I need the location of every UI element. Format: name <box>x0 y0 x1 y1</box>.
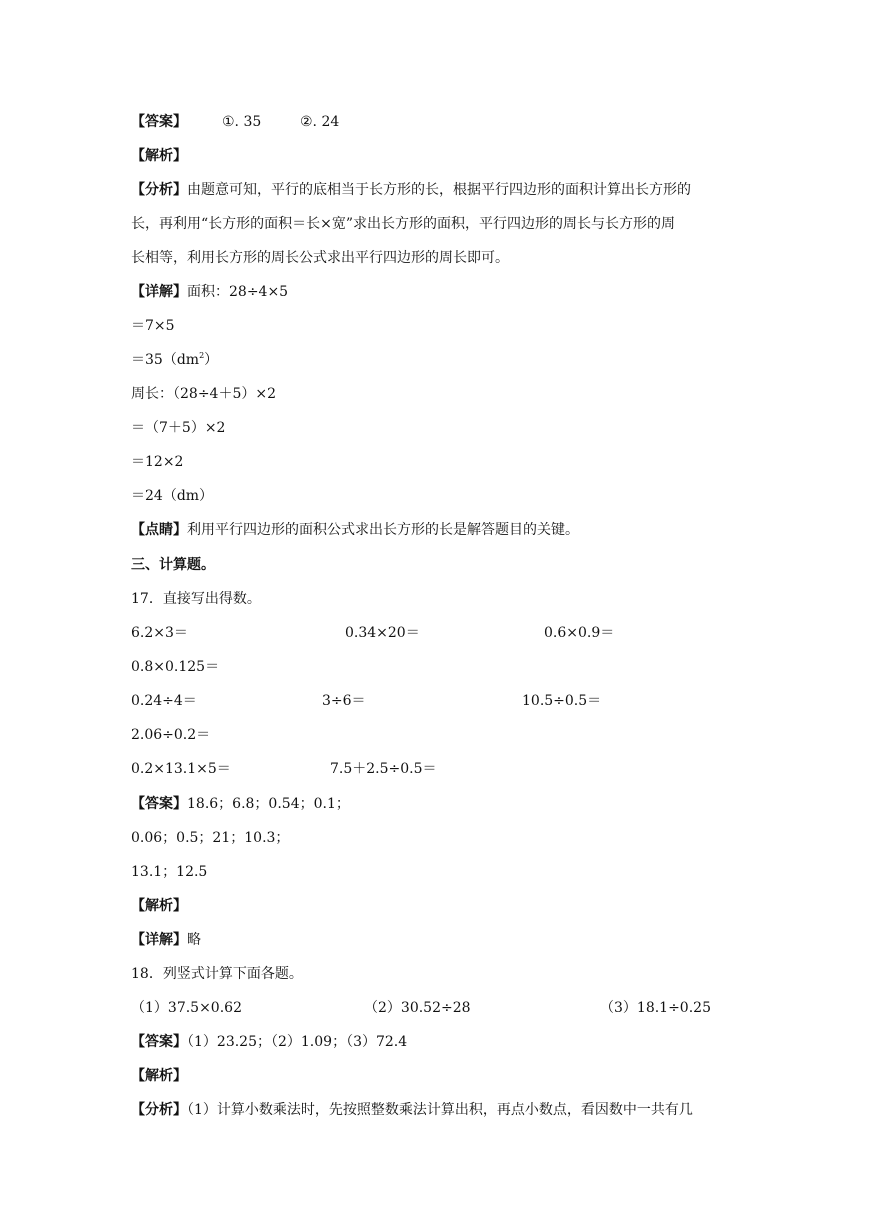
perimeter-step3: ＝24（dm） <box>131 488 214 504</box>
q17-xiangjie-text: 略 <box>187 932 201 948</box>
q17-analysis-tag: 【解析】 <box>131 898 187 914</box>
q17-title: 17．直接写出得数。 <box>131 591 261 607</box>
answer-tag: 【答案】 <box>131 114 187 130</box>
area-step2 <box>131 349 218 371</box>
q16-fenxi-line2: 长，再利用“长方形的面积＝长×宽”求出长方形的面积，平行四边形的周长与长方形的周 <box>131 216 676 232</box>
dianjing-text: 利用平行四边形的面积公式求出长方形的长是解答题目的关键。 <box>187 522 579 538</box>
q17-r4c1: 2.06÷0.2＝ <box>131 727 211 743</box>
q17-answer-line1 <box>131 793 350 815</box>
fenxi-text-1: 由题意可知，平行的底相当于长方形的长，根据平行四边形的面积计算出长方形的 <box>187 182 691 198</box>
xiangjie-tag: 【详解】 <box>131 932 187 948</box>
perimeter-step1: ＝（7＋5）×2 <box>131 420 226 436</box>
q16-answer-blank2: ②. 24 <box>300 114 340 130</box>
q17-r1c3: 0.6×0.9＝ <box>544 625 615 641</box>
area-step2-pre: ＝35（dm <box>131 352 200 368</box>
q17-answer-line3: 13.1；12.5 <box>131 864 208 880</box>
q17-r3c1: 0.24÷4＝ <box>131 693 197 709</box>
perimeter-step2: ＝12×2 <box>131 454 184 470</box>
q18-p2: （2）30.52÷28 <box>364 1000 471 1016</box>
q16-fenxi-line1 <box>131 179 691 201</box>
dianjing-tag: 【点睛】 <box>131 522 187 538</box>
q17-r2c1: 0.8×0.125＝ <box>131 659 220 675</box>
q17-answer-text1: 18.6；6.8；0.54；0.1； <box>187 796 350 812</box>
q16-dianjing-line <box>131 519 579 541</box>
q17-xiangjie-line <box>131 929 201 951</box>
q18-fenxi-text: （1）计算小数乘法时，先按照整数乘法计算出积，再点小数点，看因数中一共有几 <box>187 1102 693 1118</box>
q16-answer-line <box>131 111 187 133</box>
q17-r5c1: 0.2×13.1×5＝ <box>131 761 231 777</box>
q17-r3c2: 3÷6＝ <box>322 693 366 709</box>
q16-fenxi-line3: 长相等，利用长方形的周长公式求出平行四边形的周长即可。 <box>131 250 509 266</box>
q16-xiangjie-line <box>131 281 288 303</box>
q18-p1: （1）37.5×0.62 <box>131 1000 242 1016</box>
q18-p3: （3）18.1÷0.25 <box>600 1000 711 1016</box>
answer-tag: 【答案】 <box>131 796 187 812</box>
q17-r1c2: 0.34×20＝ <box>345 625 420 641</box>
fenxi-tag: 【分析】 <box>131 182 187 198</box>
area-label: 面积：28÷4×5 <box>187 284 289 300</box>
perimeter-label: 周长：（28÷4＋5）×2 <box>131 386 276 402</box>
section3-title: 三、计算题。 <box>131 557 215 573</box>
area-step2-post: ） <box>204 352 219 368</box>
q18-title: 18．列竖式计算下面各题。 <box>131 966 303 982</box>
q18-analysis-tag: 【解析】 <box>131 1068 187 1084</box>
q18-fenxi-line <box>131 1099 693 1121</box>
xiangjie-tag: 【详解】 <box>131 284 187 300</box>
q17-r1c1: 6.2×3＝ <box>131 625 188 641</box>
q18-answer-text: （1）23.25；（2）1.09；（3）72.4 <box>187 1034 408 1050</box>
q17-r5c2: 7.5＋2.5÷0.5＝ <box>330 761 437 777</box>
q17-answer-line2: 0.06；0.5；21；10.3； <box>131 830 290 846</box>
q16-answer-blank1: ①. 35 <box>222 114 262 130</box>
area-step2-sup: 2 <box>199 351 205 360</box>
area-step1: ＝7×5 <box>131 318 175 334</box>
q17-r3c3: 10.5÷0.5＝ <box>522 693 602 709</box>
q16-analysis-tag: 【解析】 <box>131 148 187 164</box>
fenxi-tag: 【分析】 <box>131 1102 187 1118</box>
q18-answer-line <box>131 1031 407 1053</box>
answer-tag: 【答案】 <box>131 1034 187 1050</box>
